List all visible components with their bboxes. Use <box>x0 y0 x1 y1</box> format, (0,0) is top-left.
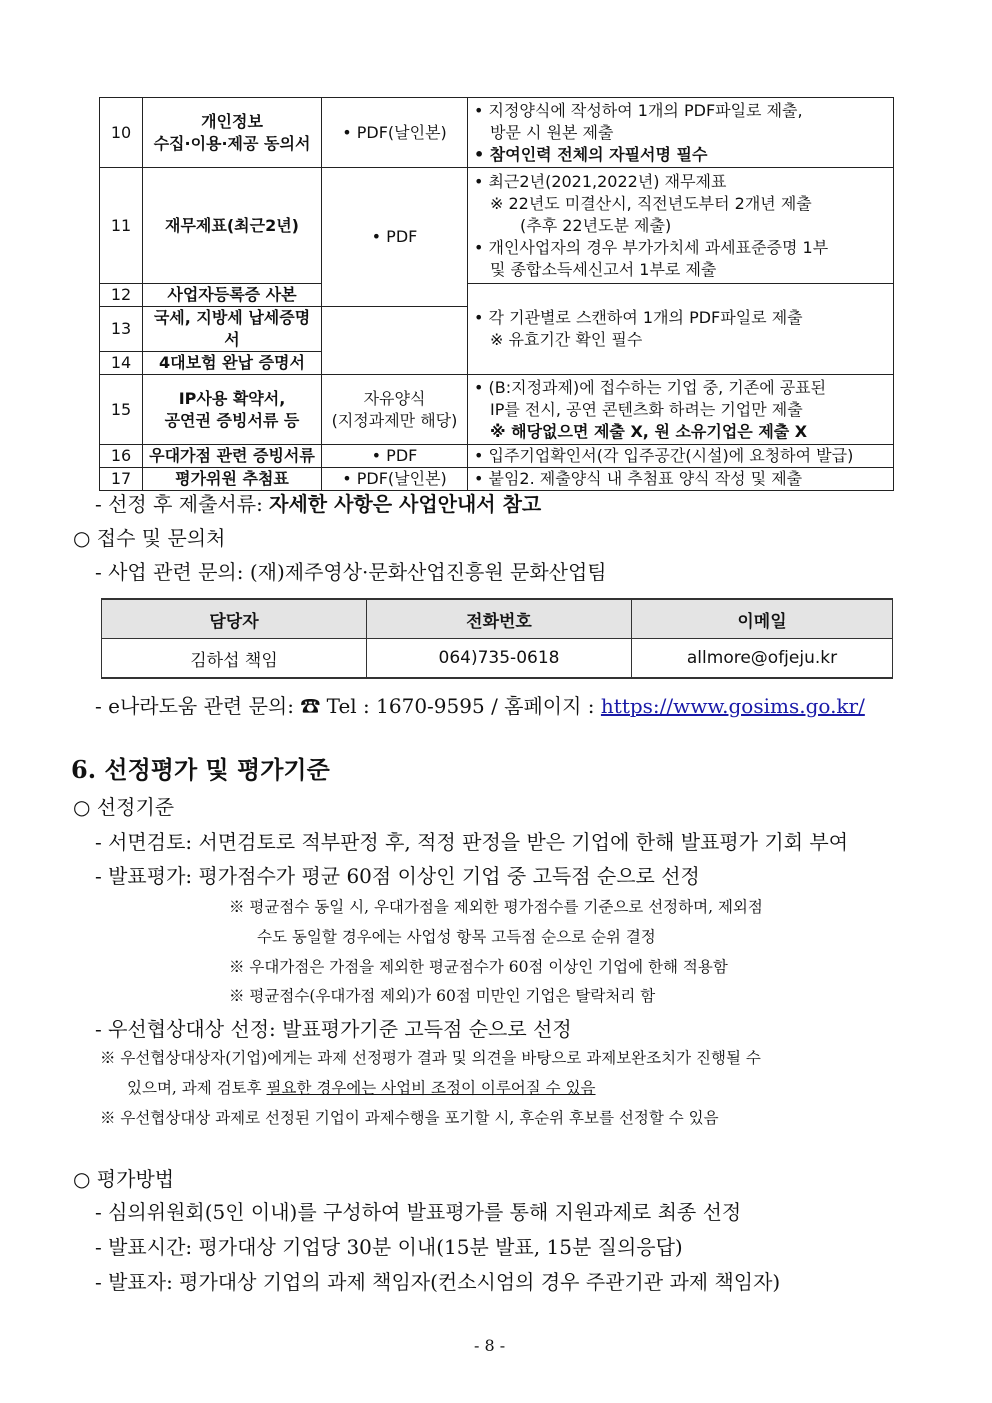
doc-format: • PDF <box>322 168 468 307</box>
table-row <box>100 98 894 168</box>
guide-reference: 자세한 사항은 사업안내서 참고 <box>269 492 542 516</box>
doc-name: 평가위원 추첨표 <box>143 468 322 491</box>
note-alternate-candidate: ※ 우선협상대상 과제로 선정된 기업이 과제수행을 포기할 시, 후순위 후보를 선정할 수 있음 <box>100 1109 719 1127</box>
note-elimination: ※ 평균점수(우대가점 제외)가 60점 미만인 기업은 탈락처리 함 <box>229 987 656 1005</box>
criteria-heading: ○ 선정기준 <box>73 795 175 819</box>
doc-name: 재무제표(최근2년) <box>143 168 322 284</box>
row-number: 13 <box>100 307 143 352</box>
contact-person: 김하섭 책임 <box>102 639 367 679</box>
note-tie-break-cont: 수도 동일할 경우에는 사업성 항목 고득점 순으로 순위 결정 <box>257 928 656 946</box>
table-row <box>100 284 894 307</box>
doc-notes: • 붙임2. 제출양식 내 추첨표 양식 작성 및 제출 <box>468 468 894 491</box>
presentation-eval-line: - 발표평가: 평가점수가 평균 60점 이상인 기업 중 고득점 순으로 선정 <box>95 864 700 888</box>
doc-notes: • 최근2년(2021,2022년) 재무제표 ※ 22년도 미결산시, 직전년도부터 2개년 제출 (추후 22년도분 제출) • 개인사업자의 경우 부가가치세 과세표준증명 1부 및 종합소득세신고서 1부로 제출 <box>468 168 894 284</box>
doc-name: 사업자등록증 사본 <box>143 284 322 307</box>
row-number: 15 <box>100 375 143 445</box>
contact-phone: 064)735-0618 <box>367 639 632 679</box>
doc-format: 자유양식 (지정과제만 해당) <box>322 375 468 445</box>
page-number: - 8 - <box>474 1336 506 1355</box>
doc-name: 국세, 지방세 납세증명서 <box>143 307 322 352</box>
row-number: 12 <box>100 284 143 307</box>
enara-inquiry-line: - e나라도움 관련 문의: ☎ Tel : 1670-9595 / 홈페이지 : https://www.gosims.go.kr/ <box>95 694 865 718</box>
contact-email[interactable]: allmore@ofjeju.kr <box>632 639 893 679</box>
header-phone: 전화번호 <box>367 599 632 639</box>
method-committee-line: - 심의위원회(5인 이내)를 구성하여 발표평가를 통해 지원과제로 최종 선정 <box>95 1200 742 1224</box>
table-row <box>100 375 894 445</box>
document-review-line: - 서면검토: 서면검토로 적부판정 후, 적정 판정을 받은 기업에 한해 발표평가 기회 부여 <box>95 830 849 854</box>
note-priority-negotiation: ※ 우선협상대상자(기업)에게는 과제 선정평가 결과 및 의견을 바탕으로 과제보완조치가 진행될 수 <box>100 1049 761 1067</box>
gosims-link[interactable]: https://www.gosims.go.kr/ <box>600 694 865 718</box>
table-row <box>100 168 894 284</box>
business-inquiry-line: - 사업 관련 문의: (재)제주영상·문화산업진흥원 문화산업팀 <box>95 560 607 584</box>
table-row <box>100 445 894 468</box>
submission-docs-table <box>99 97 894 491</box>
contact-table <box>101 598 893 679</box>
doc-notes: • 각 기관별로 스캔하여 1개의 PDF파일로 제출 ※ 유효기간 확인 필수 <box>468 284 894 375</box>
doc-format: • PDF(날인본) <box>322 98 468 168</box>
note-priority-negotiation-cont: 있으며, 과제 검토후 필요한 경우에는 사업비 조정이 이루어질 수 있음 <box>127 1079 596 1097</box>
priority-selection-line: - 우선협상대상 선정: 발표평가기준 고득점 순으로 선정 <box>95 1017 572 1041</box>
doc-notes: • 입주기업확인서(각 입주공간(시설)에 요청하여 발급) <box>468 445 894 468</box>
method-heading: ○ 평가방법 <box>73 1167 175 1191</box>
method-time-line: - 발표시간: 평가대상 기업당 30분 이내(15분 발표, 15분 질의응답) <box>95 1235 683 1259</box>
note-tie-break: ※ 평균점수 동일 시, 우대가점을 제외한 평가점수를 기준으로 선정하며, 제외점 <box>229 898 763 916</box>
post-selection-docs-line: - 선정 후 제출서류: 자세한 사항은 사업안내서 참고 <box>95 492 542 516</box>
budget-adjust-note: 필요한 경우에는 사업비 조정이 이루어질 수 있음 <box>266 1079 596 1097</box>
header-person: 담당자 <box>102 599 367 639</box>
row-number: 16 <box>100 445 143 468</box>
header-email: 이메일 <box>632 599 893 639</box>
row-number: 17 <box>100 468 143 491</box>
contact-header-row <box>102 599 893 639</box>
doc-format: • PDF <box>322 445 468 468</box>
section-6-title: 6. 선정평가 및 평가기준 <box>71 755 330 784</box>
method-presenter-line: - 발표자: 평가대상 기업의 과제 책임자(컨소시엄의 경우 주관기관 과제 책임자) <box>95 1270 781 1294</box>
row-number: 10 <box>100 98 143 168</box>
doc-name: IP사용 확약서, 공연권 증빙서류 등 <box>143 375 322 445</box>
doc-name: 4대보험 완납 증명서 <box>143 352 322 375</box>
reception-heading: ○ 접수 및 문의처 <box>73 526 226 550</box>
row-number: 11 <box>100 168 143 284</box>
doc-notes: • (B:지정과제)에 접수하는 기업 중, 기존에 공표된 IP를 전시, 공연 콘텐츠화 하려는 기업만 제출 ※ 해당없으면 제출 X, 원 소유기업은 제출 X <box>468 375 894 445</box>
doc-format-empty <box>322 307 468 375</box>
row-number: 14 <box>100 352 143 375</box>
doc-notes: • 지정양식에 작성하여 1개의 PDF파일로 제출, 방문 시 원본 제출 • 참여인력 전체의 자필서명 필수 <box>468 98 894 168</box>
contact-row <box>102 639 893 679</box>
doc-name: 개인정보 수집·이용·제공 동의서 <box>143 98 322 168</box>
note-bonus-points: ※ 우대가점은 가점을 제외한 평균점수가 60점 이상인 기업에 한해 적용함 <box>229 958 728 976</box>
doc-name: 우대가점 관련 증빙서류 <box>143 445 322 468</box>
doc-format: • PDF(날인본) <box>322 468 468 491</box>
